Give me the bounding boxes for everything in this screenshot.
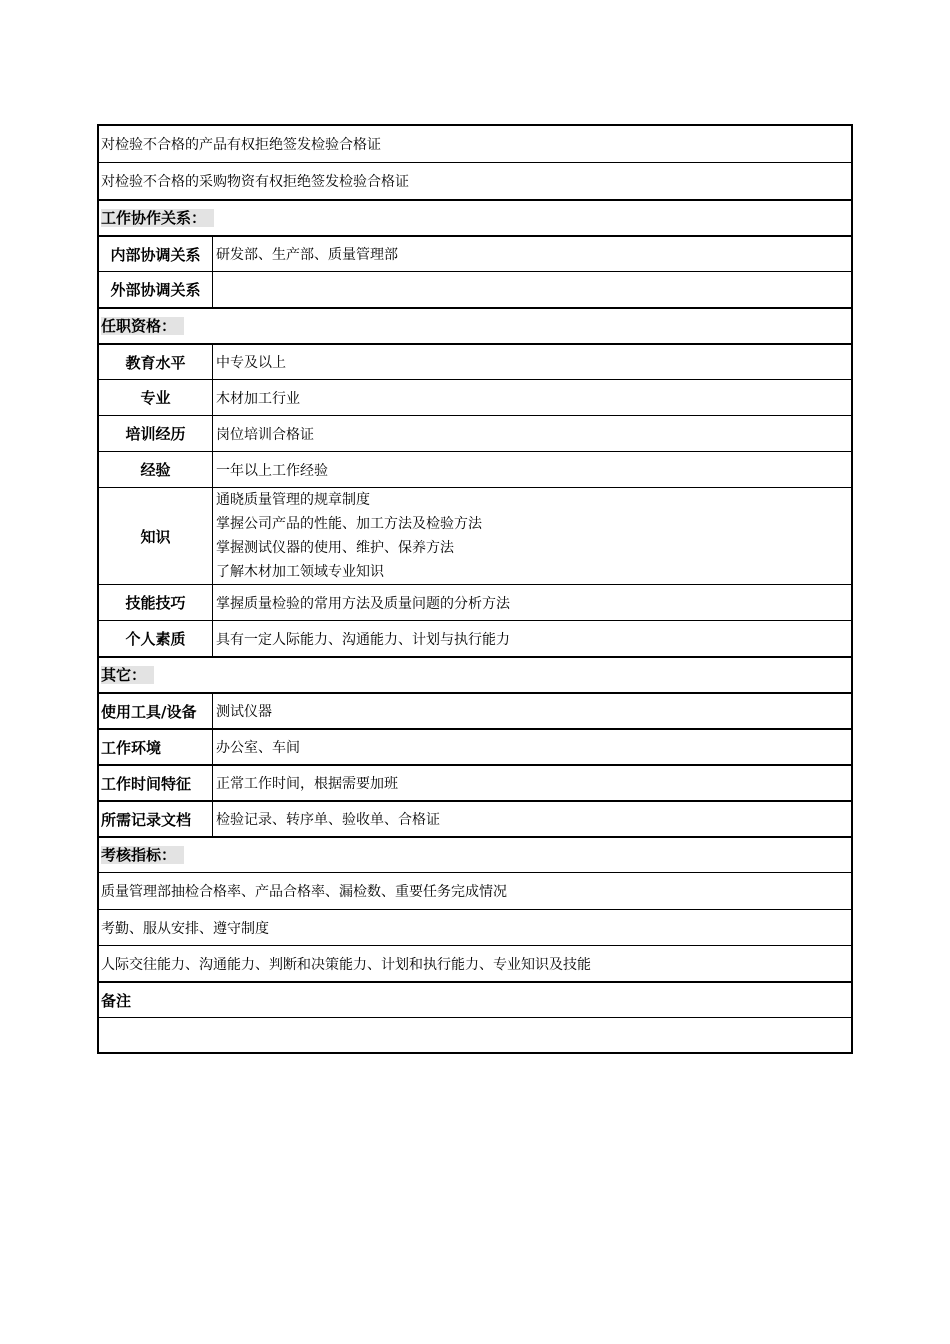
knowledge-line-4: 了解木材加工领域专业知识 <box>216 564 384 580</box>
other-header-row <box>99 656 851 692</box>
authority-text-2: 对检验不合格的采购物资有权拒绝签发检验合格证 <box>101 174 409 190</box>
environment-row <box>99 728 851 764</box>
knowledge-value <box>213 488 851 584</box>
assessment-item-2: 考勤、服从安排、遵守制度 <box>101 920 269 937</box>
knowledge-line-2: 掌握公司产品的性能、加工方法及检验方法 <box>216 516 482 532</box>
remarks-value <box>99 1018 851 1052</box>
major-row <box>99 379 851 415</box>
education-label: 教育水平 <box>99 345 213 379</box>
assessment-header-row <box>99 836 851 872</box>
assessment-row-2 <box>99 909 851 945</box>
external-coordination-row <box>99 271 851 307</box>
external-coordination-value <box>213 272 851 307</box>
assessment-row-3 <box>99 945 851 981</box>
knowledge-line-3: 掌握测试仪器的使用、维护、保养方法 <box>216 540 454 556</box>
education-value: 中专及以上 <box>216 355 286 371</box>
knowledge-row <box>99 487 851 584</box>
environment-label: 工作环境 <box>99 730 213 764</box>
internal-coordination-value: 研发部、生产部、质量管理部 <box>216 247 398 263</box>
major-label: 专业 <box>99 380 213 415</box>
personal-quality-row <box>99 620 851 656</box>
other-section-title: 其它： <box>99 658 851 692</box>
tools-row <box>99 692 851 728</box>
assessment-row-1 <box>99 872 851 909</box>
tools-label: 使用工具/设备 <box>99 694 213 728</box>
education-row <box>99 343 851 379</box>
training-label: 培训经历 <box>99 416 213 451</box>
experience-value: 一年以上工作经验 <box>216 462 328 479</box>
qualifications-section-title: 任职资格： <box>99 309 851 343</box>
experience-label: 经验 <box>99 452 213 487</box>
tools-value: 测试仪器 <box>216 704 272 720</box>
internal-coordination-row <box>99 235 851 271</box>
qualifications-header-row <box>99 307 851 343</box>
knowledge-line-1: 通晓质量管理的规章制度 <box>216 492 370 508</box>
internal-coordination-label: 内部协调关系 <box>99 237 213 271</box>
worktime-label: 工作时间特征 <box>99 766 213 800</box>
personal-quality-value: 具有一定人际能力、沟通能力、计划与执行能力 <box>216 631 510 648</box>
authority-row-2 <box>99 162 851 199</box>
job-description-table <box>97 124 853 1054</box>
records-row <box>99 800 851 836</box>
external-coordination-label: 外部协调关系 <box>99 272 213 307</box>
knowledge-label: 知识 <box>99 488 213 584</box>
personal-quality-label: 个人素质 <box>99 621 213 656</box>
cooperation-header-row <box>99 199 851 235</box>
experience-row <box>99 451 851 487</box>
training-value: 岗位培训合格证 <box>216 426 314 443</box>
records-value: 检验记录、转序单、验收单、合格证 <box>216 812 440 828</box>
skills-label: 技能技巧 <box>99 585 213 620</box>
skills-value: 掌握质量检验的常用方法及质量问题的分析方法 <box>216 595 510 612</box>
environment-value: 办公室、车间 <box>216 740 300 756</box>
remarks-header-row <box>99 981 851 1017</box>
remarks-content-row <box>99 1017 851 1052</box>
training-row <box>99 415 851 451</box>
assessment-item-3: 人际交往能力、沟通能力、判断和决策能力、计划和执行能力、专业知识及技能 <box>101 956 591 973</box>
cooperation-section-title: 工作协作关系： <box>99 201 851 235</box>
authority-row-1 <box>99 126 851 162</box>
records-label: 所需记录文档 <box>99 802 213 836</box>
assessment-item-1: 质量管理部抽检合格率、产品合格率、漏检数、重要任务完成情况 <box>101 884 507 900</box>
remarks-title: 备注 <box>101 991 132 1010</box>
major-value: 木材加工行业 <box>216 390 300 407</box>
worktime-row <box>99 764 851 800</box>
assessment-section-title: 考核指标： <box>99 838 851 872</box>
skills-row <box>99 584 851 620</box>
worktime-value: 正常工作时间，根据需要加班 <box>216 776 398 792</box>
authority-text-1: 对检验不合格的产品有权拒绝签发检验合格证 <box>101 137 381 153</box>
